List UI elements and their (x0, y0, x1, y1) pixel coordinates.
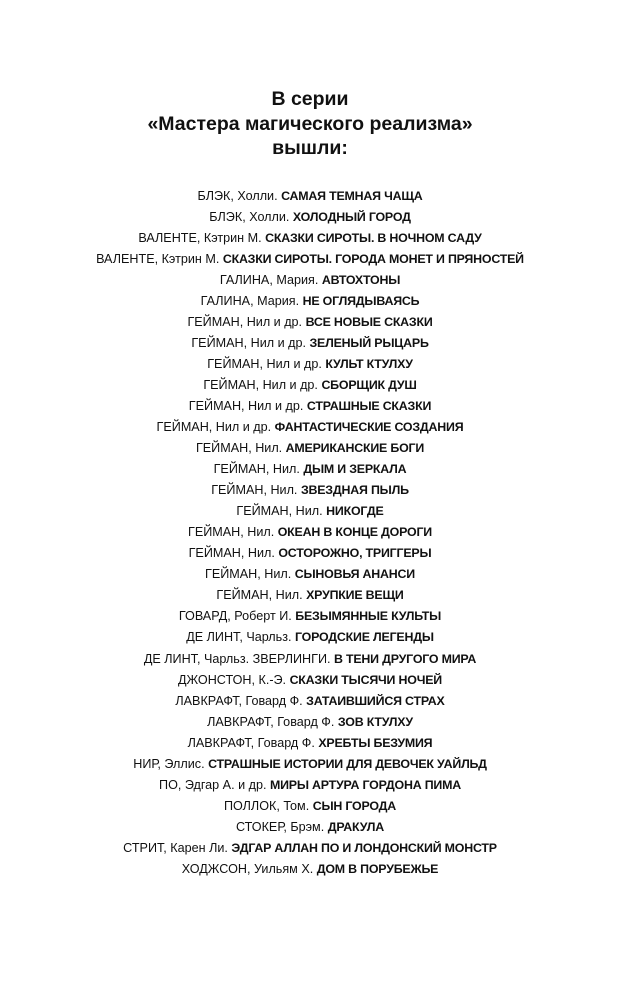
book-title: СБОРЩИК ДУШ (321, 377, 417, 392)
book-author: ГЕЙМАН, Нил. (188, 525, 275, 540)
book-author: ГЕЙМАН, Нил. (216, 588, 303, 603)
book-title: СТРАШНЫЕ СКАЗКИ (306, 398, 432, 413)
book-title: В ТЕНИ ДРУГОГО МИРА (334, 651, 477, 666)
book-author: ХОДЖСОН, Уильям Х. (181, 862, 314, 876)
book-entry (0, 438, 620, 459)
book-entry (0, 564, 620, 585)
book-author: ГАЛИНА, Мария. (219, 272, 319, 287)
book-title: АВТОХТОНЫ (321, 272, 401, 287)
book-title: ЗЕЛЕНЫЙ РЫЦАРЬ (309, 335, 429, 350)
book-title: ДОМ В ПОРУБЕЖЬЕ (316, 862, 439, 876)
book-entry (0, 249, 620, 270)
book-entry (0, 375, 620, 396)
book-entry (0, 817, 620, 838)
series-heading (0, 87, 620, 161)
book-entry (0, 354, 620, 375)
book-author: ГАЛИНА, Мария. (200, 293, 300, 308)
book-title: ЗОВ КТУЛХУ (337, 714, 413, 729)
book-entry (0, 627, 620, 648)
book-author: ГЕЙМАН, Нил и др. (156, 420, 272, 435)
book-title: ХОЛОДНЫЙ ГОРОД (292, 209, 411, 224)
book-entry (0, 501, 620, 522)
book-entry (0, 796, 620, 817)
book-entry (0, 712, 620, 733)
book-title: БЕЗЫМЯННЫЕ КУЛЬТЫ (295, 609, 442, 624)
book-entry (0, 228, 620, 249)
book-title: СКАЗКИ СИРОТЫ. ГОРОДА МОНЕТ И ПРЯНОСТЕЙ (222, 251, 524, 266)
book-author: ЛАВКРАФТ, Говард Ф. (175, 693, 303, 708)
book-author: ГОВАРД, Роберт И. (178, 609, 292, 624)
book-title: ХРУПКИЕ ВЕЩИ (306, 588, 404, 603)
book-entry (0, 670, 620, 691)
book-title: ОКЕАН В КОНЦЕ ДОРОГИ (277, 525, 432, 540)
book-list (0, 186, 620, 881)
book-entry (0, 291, 620, 312)
book-entry (0, 543, 620, 564)
book-author: ГЕЙМАН, Нил. (236, 504, 323, 519)
book-author: ДЕ ЛИНТ, Чарльз. ЗВЕРЛИНГИ. (143, 651, 331, 666)
book-author: ГЕЙМАН, Нил. (211, 483, 298, 498)
book-title: СЫН ГОРОДА (312, 798, 397, 813)
book-title: НЕ ОГЛЯДЫВАЯСЬ (302, 293, 420, 308)
book-author: БЛЭК, Холли. (209, 209, 290, 224)
book-title: ВСЕ НОВЫЕ СКАЗКИ (305, 314, 433, 329)
book-title: КУЛЬТ КТУЛХУ (325, 356, 413, 371)
book-author: ГЕЙМАН, Нил и др. (187, 314, 303, 329)
book-title: СТРАШНЫЕ ИСТОРИИ ДЛЯ ДЕВОЧЕК УАЙЛЬД (208, 756, 487, 771)
book-title: ОСТОРОЖНО, ТРИГГЕРЫ (278, 546, 432, 561)
book-author: ВАЛЕНТЕ, Кэтрин М. (138, 230, 262, 245)
book-author: ГЕЙМАН, Нил и др. (191, 335, 306, 350)
book-entry (0, 459, 620, 480)
book-entry (0, 312, 620, 333)
book-title: ЗАТАИВШИЙСЯ СТРАХ (306, 693, 445, 708)
book-entry (0, 480, 620, 501)
book-title: ХРЕБТЫ БЕЗУМИЯ (318, 735, 433, 750)
book-author: СТРИТ, Карен Ли. (123, 840, 228, 855)
book-entry (0, 691, 620, 712)
book-title: НИКОГДЕ (326, 504, 384, 519)
book-entry (0, 585, 620, 606)
book-title: ГОРОДСКИЕ ЛЕГЕНДЫ (295, 630, 434, 645)
book-author: ГЕЙМАН, Нил. (195, 441, 283, 456)
book-author: ПОЛЛОК, Том. (223, 798, 310, 813)
book-author: ГЕЙМАН, Нил. (205, 567, 292, 582)
book-title: СКАЗКИ ТЫСЯЧИ НОЧЕЙ (289, 672, 442, 687)
book-author: ПО, Эдгар А. и др. (159, 777, 267, 792)
book-entry (0, 333, 620, 354)
book-author: ДЕ ЛИНТ, Чарльз. (186, 630, 292, 645)
heading-line-2: «Мастера магического реализма» (147, 112, 473, 135)
book-author: ВАЛЕНТЕ, Кэтрин М. (96, 251, 220, 266)
book-entry (0, 186, 620, 207)
book-entry (0, 859, 620, 880)
book-entry (0, 522, 620, 543)
book-entry (0, 606, 620, 627)
book-author: ГЕЙМАН, Нил и др. (207, 356, 322, 371)
book-title: ЭДГАР АЛЛАН ПО И ЛОНДОНСКИЙ МОНСТР (231, 840, 497, 855)
book-author: НИР, Эллис. (133, 756, 205, 771)
book-title: ФАНТАСТИЧЕСКИЕ СОЗДАНИЯ (274, 420, 464, 435)
book-author: БЛЭК, Холли. (197, 188, 278, 203)
book-author: ГЕЙМАН, Нил. (188, 546, 275, 561)
book-entry (0, 754, 620, 775)
book-author: ГЕЙМАН, Нил и др. (188, 398, 304, 413)
book-title: ДРАКУЛА (327, 819, 385, 834)
book-author: ГЕЙМАН, Нил и др. (203, 377, 318, 392)
book-author: СТОКЕР, Брэм. (235, 819, 325, 834)
book-entry (0, 775, 620, 796)
book-title: САМАЯ ТЕМНАЯ ЧАЩА (281, 188, 423, 203)
book-entry (0, 207, 620, 228)
book-author: ЛАВКРАФТ, Говард Ф. (187, 735, 315, 750)
book-entry (0, 417, 620, 438)
book-author: ГЕЙМАН, Нил. (213, 462, 300, 477)
book-title: АМЕРИКАНСКИЕ БОГИ (285, 441, 425, 456)
book-entry (0, 838, 620, 859)
book-entry (0, 649, 620, 670)
book-entry (0, 396, 620, 417)
heading-line-1: В серии (271, 88, 349, 110)
book-author: ЛАВКРАФТ, Говард Ф. (207, 714, 335, 729)
book-title: СКАЗКИ СИРОТЫ. В НОЧНОМ САДУ (265, 230, 482, 245)
book-title: ЗВЕЗДНАЯ ПЫЛЬ (300, 483, 409, 498)
heading-line-3: вышли: (272, 137, 348, 159)
book-entry (0, 733, 620, 754)
book-title: СЫНОВЬЯ АНАНСИ (294, 567, 415, 582)
book-title: ДЫМ И ЗЕРКАЛА (303, 462, 407, 477)
book-entry (0, 270, 620, 291)
book-title: МИРЫ АРТУРА ГОРДОНА ПИМА (269, 777, 461, 792)
book-author: ДЖОНСТОН, К.-Э. (178, 672, 287, 687)
